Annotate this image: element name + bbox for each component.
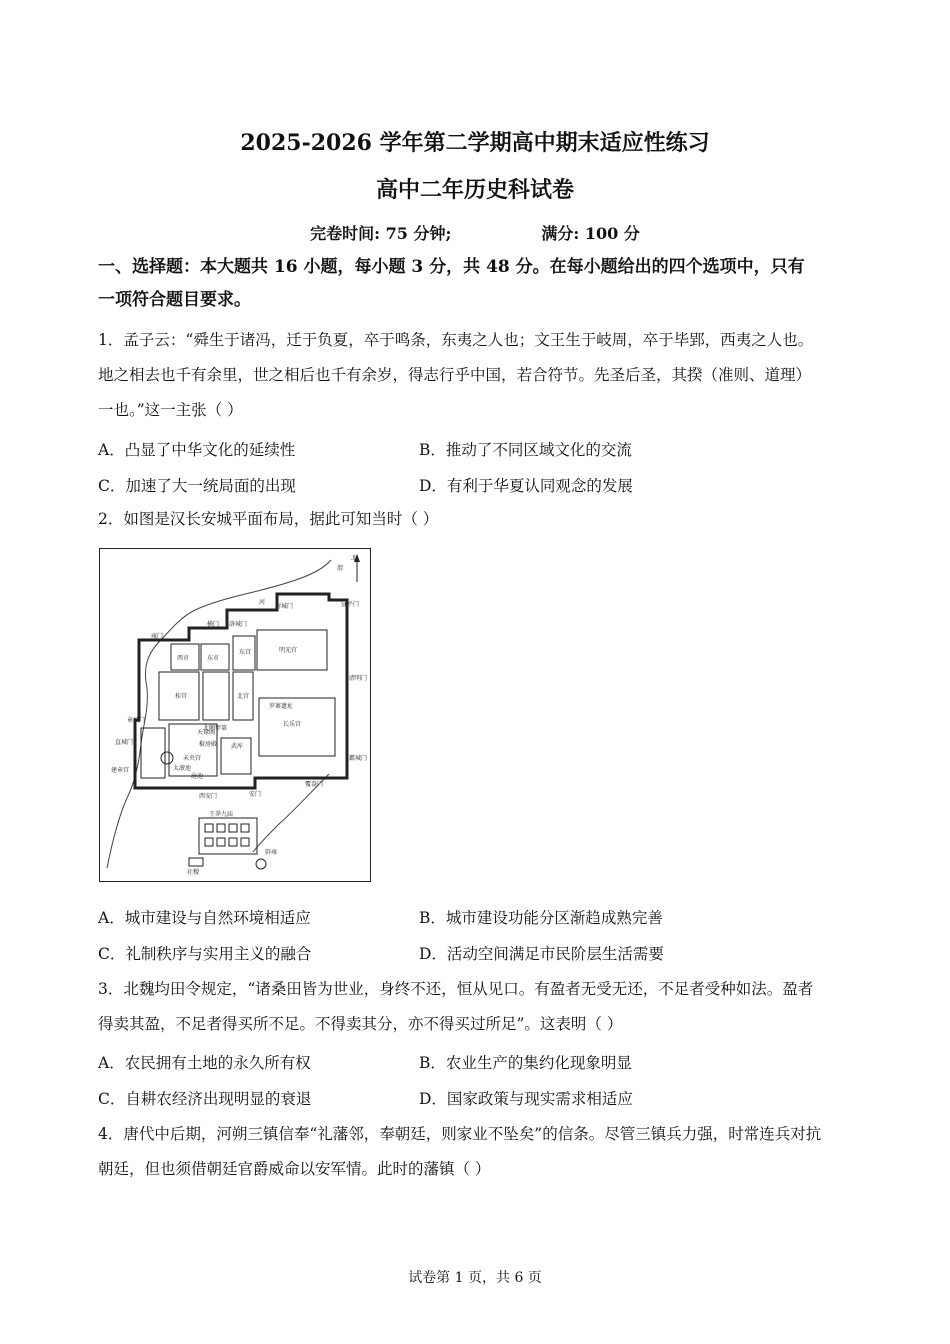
question-1	[98, 323, 858, 428]
question-text-line: 3．北魏均田令规定，“诸桑田皆为世业，身终不还，恒从见口。有盈者无受无还，不足者受种如法。盈者	[98, 980, 814, 998]
svg-text:天禄阁: 天禄阁	[197, 729, 216, 736]
section-heading-line: 一、选择题：本大题共 16 小题，每小题 3 分，共 48 分。在每小题给出的四个选项中，只有	[98, 257, 805, 277]
svg-text:霸城门: 霸城门	[349, 755, 368, 762]
changan-map	[99, 548, 371, 882]
svg-text:长乐宫: 长乐宫	[283, 721, 302, 728]
svg-text:东市: 东市	[207, 655, 220, 662]
svg-text:河: 河	[259, 599, 266, 606]
svg-text:北宫: 北宫	[237, 693, 250, 700]
option-a: A．农民拥有土地的永久所有权	[98, 1054, 311, 1072]
svg-text:横门: 横门	[207, 621, 220, 628]
svg-text:沧池: 沧池	[191, 773, 204, 780]
svg-text:直城门: 直城门	[115, 739, 134, 746]
svg-text:罗寨遗址: 罗寨遗址	[269, 703, 294, 710]
option-b: B．城市建设功能分区渐趋成熟完善	[419, 909, 663, 927]
exam-title: 2025-2026 学年第二学期高中期末适应性练习	[240, 130, 710, 156]
svg-text:明光宫: 明光宫	[279, 647, 298, 654]
svg-text:西安门: 西安门	[199, 793, 218, 800]
svg-text:覆盎门: 覆盎门	[305, 781, 324, 788]
svg-text:渭: 渭	[337, 565, 344, 572]
exam-subtitle: 高中二年历史科试卷	[375, 177, 574, 203]
svg-text:北阙甲第: 北阙甲第	[203, 725, 228, 732]
svg-text:洛城门: 洛城门	[229, 621, 248, 628]
page-footer: 试卷第 1 页，共 6 页	[408, 1270, 542, 1286]
exam-meta	[0, 221, 950, 244]
svg-text:辟雍: 辟雍	[265, 849, 278, 856]
option-c: C．自耕农经济出现明显的衰退	[98, 1090, 312, 1108]
question-3	[98, 972, 858, 1042]
svg-text:西市: 西市	[177, 655, 190, 662]
svg-text:建章宫: 建章宫	[111, 767, 130, 774]
svg-text:武库: 武库	[231, 743, 244, 750]
option-b: B．推动了不同区域文化的交流	[419, 441, 632, 459]
section-heading	[98, 251, 858, 317]
question-text-line: 朝廷，但也须借朝廷官爵威命以安军情。此时的藩镇（ ）	[98, 1160, 491, 1178]
svg-text:雍门: 雍门	[151, 633, 164, 640]
svg-text:未央宫: 未央宫	[183, 755, 202, 762]
svg-text:东宫: 东宫	[239, 649, 252, 656]
option-c: C．礼制秩序与实用主义的融合	[98, 945, 312, 963]
score-label: 满分: 100 分	[541, 224, 640, 243]
north-label: 北	[351, 555, 358, 562]
option-d: D．活动空间满足市民阶层生活需要	[419, 945, 664, 963]
option-a: A．城市建设与自然环境相适应	[98, 909, 311, 927]
option-d: D．国家政策与现实需求相适应	[419, 1090, 633, 1108]
question-text-line: 2．如图是汉长安城平面布局，据此可知当时（ ）	[98, 510, 439, 528]
question-text-line: 地之相去也千有余里，世之相后也千有余岁，得志行乎中国，若合符节。先圣后圣，其揆（准则、道理）	[98, 366, 812, 384]
time-label: 完卷时间: 75 分钟;	[310, 224, 452, 243]
svg-text:椒房殿: 椒房殿	[199, 741, 218, 748]
question-text-line: 1．孟子云：“舜生于诸冯，迁于负夏，卒于鸣条，东夷之人也；文王生于岐周，卒于毕郢，西夷之人也。	[98, 331, 814, 349]
svg-text:安门: 安门	[249, 791, 262, 798]
option-b: B．农业生产的集约化现象明显	[419, 1054, 632, 1072]
svg-text:太液池: 太液池	[173, 765, 192, 772]
svg-text:宣平门: 宣平门	[341, 601, 360, 608]
question-text-line: 4．唐代中后期，河朔三镇信奉“礼藩邻，奉朝廷，则家业不坠矣”的信条。尽管三镇兵力强，时常连兵对抗	[98, 1125, 822, 1143]
svg-text:章城门: 章城门	[127, 717, 146, 724]
question-2	[98, 502, 858, 537]
svg-text:清明门: 清明门	[349, 675, 368, 682]
option-a: A．凸显了中华文化的延续性	[98, 441, 296, 459]
question-4	[98, 1117, 858, 1187]
option-c: C．加速了大一统局面的出现	[98, 477, 296, 495]
svg-text:社稷: 社稷	[187, 869, 200, 876]
question-text-line: 一也。”这一主张（ ）	[98, 401, 243, 419]
svg-text:厨城门: 厨城门	[275, 603, 294, 610]
question-text-line: 得卖其盈，不足者得买所不足。不得卖其分，亦不得买过所足”。这表明（ ）	[98, 1015, 623, 1033]
svg-text:桂宫: 桂宫	[175, 693, 188, 700]
svg-text:王莽九庙: 王莽九庙	[209, 811, 234, 818]
option-d: D．有利于华夏认同观念的发展	[419, 477, 633, 495]
section-heading-line: 一项符合题目要求。	[98, 290, 251, 310]
